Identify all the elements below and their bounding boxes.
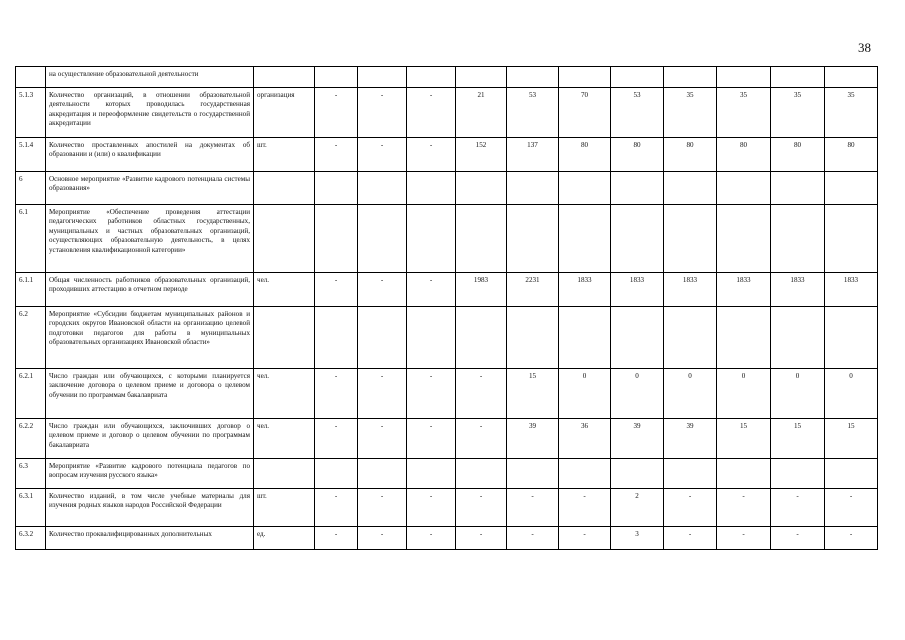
indicator-description: Число граждан или обучающихся, заключивших договор о целевом приеме и договор о целевом обучении по программам бакалавриата [46, 419, 254, 459]
unit-of-measure: чел. [254, 273, 315, 307]
indicator-value: - [358, 369, 407, 419]
indicator-value: - [407, 369, 456, 419]
table-row [16, 307, 878, 369]
indicator-value [315, 459, 358, 489]
indicator-value: 1833 [611, 273, 664, 307]
indicator-value: 80 [559, 138, 611, 172]
indicator-value: 0 [559, 369, 611, 419]
indicator-value: 0 [825, 369, 878, 419]
row-number: 6.1 [16, 205, 46, 273]
indicator-value: - [559, 527, 611, 550]
row-number: 6.3.2 [16, 527, 46, 550]
indicator-value [771, 172, 825, 205]
indicator-value [315, 172, 358, 205]
page-number: 38 [858, 40, 871, 55]
indicator-description: Основное мероприятие «Развитие кадрового потенциала системы образования» [46, 172, 254, 205]
indicator-value: - [456, 489, 507, 527]
indicator-value [771, 205, 825, 273]
indicator-value: - [407, 527, 456, 550]
indicator-value: - [664, 527, 717, 550]
table-row [16, 489, 878, 527]
indicator-value [407, 67, 456, 88]
indicator-value: 2231 [507, 273, 559, 307]
indicator-value [358, 67, 407, 88]
row-number: 6.3.1 [16, 489, 46, 527]
indicator-value: 1833 [717, 273, 771, 307]
unit-of-measure: организация [254, 88, 315, 138]
indicator-value: 152 [456, 138, 507, 172]
indicator-value: 80 [717, 138, 771, 172]
indicator-value [664, 172, 717, 205]
indicator-value: 1833 [664, 273, 717, 307]
indicator-value [507, 459, 559, 489]
indicator-value [507, 205, 559, 273]
unit-of-measure [254, 67, 315, 88]
table-row [16, 273, 878, 307]
indicator-value: 80 [771, 138, 825, 172]
indicator-value: 1833 [825, 273, 878, 307]
indicator-value [559, 172, 611, 205]
row-number [16, 67, 46, 88]
indicator-value [456, 172, 507, 205]
indicator-value [717, 205, 771, 273]
indicator-value [358, 172, 407, 205]
indicator-value [825, 67, 878, 88]
indicator-value: - [315, 273, 358, 307]
indicator-value [611, 67, 664, 88]
indicator-value: 15 [825, 419, 878, 459]
indicator-value: - [358, 489, 407, 527]
table-row [16, 527, 878, 550]
indicator-value: - [507, 527, 559, 550]
indicator-value: - [664, 489, 717, 527]
indicator-value [717, 67, 771, 88]
indicator-value [611, 205, 664, 273]
indicator-value [456, 205, 507, 273]
indicator-value [456, 459, 507, 489]
indicator-value: 35 [717, 88, 771, 138]
indicator-value: - [771, 527, 825, 550]
indicator-value: 80 [825, 138, 878, 172]
indicator-value [507, 307, 559, 369]
unit-of-measure [254, 307, 315, 369]
indicator-value [664, 459, 717, 489]
indicator-value: 35 [771, 88, 825, 138]
indicator-value [771, 459, 825, 489]
indicator-value: - [315, 88, 358, 138]
indicator-value: 39 [507, 419, 559, 459]
indicator-value: 15 [507, 369, 559, 419]
table-row [16, 88, 878, 138]
indicator-value: 21 [456, 88, 507, 138]
unit-of-measure [254, 459, 315, 489]
indicator-value: - [717, 527, 771, 550]
indicator-value: 15 [771, 419, 825, 459]
unit-of-measure: чел. [254, 369, 315, 419]
indicator-value: - [358, 419, 407, 459]
indicator-value [315, 67, 358, 88]
row-number: 6.2 [16, 307, 46, 369]
indicator-value: 0 [611, 369, 664, 419]
indicator-value [825, 172, 878, 205]
indicator-value [407, 307, 456, 369]
indicator-description: Число граждан или обучающихся, с которыми планируется заключение договора о целевом приеме и договора о целевом обучении по программам бакалавриата [46, 369, 254, 419]
indicator-value: 39 [611, 419, 664, 459]
table-row [16, 138, 878, 172]
unit-of-measure [254, 205, 315, 273]
indicator-value: - [315, 527, 358, 550]
indicator-value: - [456, 419, 507, 459]
indicator-value: 15 [717, 419, 771, 459]
indicator-value: - [407, 489, 456, 527]
indicator-description: Количество проставленных апостилей на документах об образовании и (или) о квалификации [46, 138, 254, 172]
indicator-value [664, 205, 717, 273]
indicator-value [771, 307, 825, 369]
indicator-value: - [315, 369, 358, 419]
table-row [16, 172, 878, 205]
indicator-value [825, 459, 878, 489]
indicator-value: 3 [611, 527, 664, 550]
indicator-value [611, 307, 664, 369]
indicator-value [559, 307, 611, 369]
table-row [16, 369, 878, 419]
indicator-value [507, 67, 559, 88]
indicator-value: - [456, 369, 507, 419]
indicator-value [771, 67, 825, 88]
unit-of-measure: шт. [254, 138, 315, 172]
indicator-value: - [456, 527, 507, 550]
indicator-value [315, 205, 358, 273]
indicator-value: - [507, 489, 559, 527]
indicator-value: - [407, 138, 456, 172]
indicator-value: - [315, 489, 358, 527]
row-number: 6.1.1 [16, 273, 46, 307]
indicator-value: 137 [507, 138, 559, 172]
indicator-value: - [825, 527, 878, 550]
indicator-value [611, 172, 664, 205]
indicator-value [825, 205, 878, 273]
row-number: 6.3 [16, 459, 46, 489]
indicator-value: - [358, 138, 407, 172]
indicator-value [358, 459, 407, 489]
row-number: 5.1.3 [16, 88, 46, 138]
indicator-value: 53 [507, 88, 559, 138]
row-number: 6.2.1 [16, 369, 46, 419]
indicator-description: на осуществление образовательной деятельности [46, 67, 254, 88]
indicator-value [559, 459, 611, 489]
indicator-value: 0 [664, 369, 717, 419]
indicator-value [717, 459, 771, 489]
indicators-table [15, 66, 878, 550]
indicator-value: 1983 [456, 273, 507, 307]
indicator-value: - [358, 527, 407, 550]
indicator-value: - [407, 88, 456, 138]
indicator-value: - [315, 419, 358, 459]
table-row [16, 419, 878, 459]
indicator-value: - [825, 489, 878, 527]
indicator-value [507, 172, 559, 205]
indicator-value: - [407, 273, 456, 307]
indicator-value: 80 [664, 138, 717, 172]
row-number: 5.1.4 [16, 138, 46, 172]
table-row [16, 205, 878, 273]
indicator-description: Количество изданий, в том числе учебные материалы для изучения родных языков народов Российской Федерации [46, 489, 254, 527]
indicator-value: 1833 [771, 273, 825, 307]
indicator-value [358, 205, 407, 273]
unit-of-measure: шт. [254, 489, 315, 527]
indicator-value [664, 67, 717, 88]
indicator-value [717, 172, 771, 205]
indicator-value [717, 307, 771, 369]
indicator-description: Количество организаций, в отношении образовательной деятельности которых проводилась государственная аккредитация и переоформление свидетельств о государственной аккредитации [46, 88, 254, 138]
indicator-value: - [358, 273, 407, 307]
row-number: 6 [16, 172, 46, 205]
indicator-description: Количество проквалифицированных дополнительных [46, 527, 254, 550]
indicator-value [611, 459, 664, 489]
indicator-description: Мероприятие «Субсидии бюджетам муниципальных районов и городских округов Ивановской области на организацию целевой подготовки педагогов для работы в муниципальных образовательных организациях Ивановской области» [46, 307, 254, 369]
indicator-value: - [559, 489, 611, 527]
table-row [16, 67, 878, 88]
unit-of-measure: ед. [254, 527, 315, 550]
indicator-value [358, 307, 407, 369]
indicator-value [825, 307, 878, 369]
indicator-value [315, 307, 358, 369]
indicator-value: 80 [611, 138, 664, 172]
indicator-value [456, 67, 507, 88]
indicator-value: 1833 [559, 273, 611, 307]
indicator-value [407, 205, 456, 273]
indicator-value: - [407, 419, 456, 459]
indicator-value: 35 [664, 88, 717, 138]
indicator-value [407, 459, 456, 489]
indicator-value: 70 [559, 88, 611, 138]
row-number: 6.2.2 [16, 419, 46, 459]
indicator-value: - [315, 138, 358, 172]
indicator-value: 53 [611, 88, 664, 138]
indicator-value [559, 67, 611, 88]
indicator-value: - [717, 489, 771, 527]
indicator-value [559, 205, 611, 273]
indicator-value: 0 [771, 369, 825, 419]
unit-of-measure [254, 172, 315, 205]
indicator-value: 36 [559, 419, 611, 459]
table-row [16, 459, 878, 489]
indicator-value [456, 307, 507, 369]
indicator-description: Мероприятие «Развитие кадрового потенциала педагогов по вопросам изучения русского языка» [46, 459, 254, 489]
indicator-value [664, 307, 717, 369]
indicator-value: 39 [664, 419, 717, 459]
indicator-value: 2 [611, 489, 664, 527]
indicator-description: Общая численность работников образовательных организаций, проходивших аттестацию в отчетном периоде [46, 273, 254, 307]
unit-of-measure: чел. [254, 419, 315, 459]
indicator-value [407, 172, 456, 205]
indicator-value: - [771, 489, 825, 527]
indicator-value: 0 [717, 369, 771, 419]
indicator-value: 35 [825, 88, 878, 138]
indicator-description: Мероприятие «Обеспечение проведения аттестации педагогических работников областных государственных, муниципальных и частных образовательных организаций, осуществляющих образовательную деятельность, в целях установления квалификационной категории» [46, 205, 254, 273]
indicator-value: - [358, 88, 407, 138]
